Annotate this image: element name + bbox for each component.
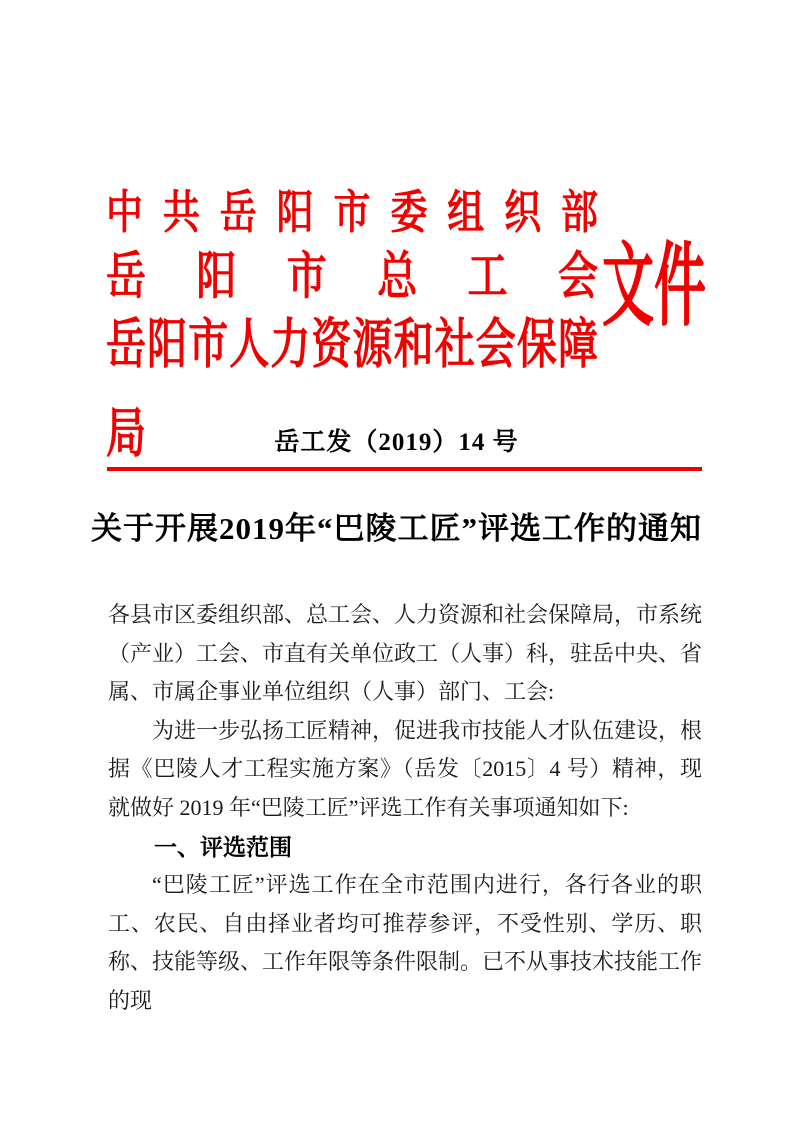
document-type-label: 文件	[601, 238, 706, 338]
section-heading-1: 一、评选范围	[154, 833, 292, 860]
org-name-line-1: 中共岳阳市委组织部	[106, 187, 598, 239]
org-name-line-2: 岳阳市总工会	[106, 247, 598, 306]
intro-paragraph: 为进一步弘扬工匠精神，促进我市技能人才队伍建设，根据《巴陵人才工程实施方案》（岳发〔2015〕4 号）精神，现就做好 2019 年“巴陵工匠”评选工作有关事项通知如下:	[108, 717, 703, 820]
document-number: 岳工发（2019）14 号	[274, 429, 519, 456]
section-1-paragraph: “巴陵工匠”评选工作在全市范围内进行，各行各业的职工、农民、自由择业者均可推荐参评，不受性别、学历、职称、技能等级、工作年限等条件限制。已不从事技术技能工作的现	[108, 872, 703, 1013]
document-title: 关于开展2019年“巴陵工匠”评选工作的通知	[91, 511, 702, 546]
letterhead-divider-rule	[107, 467, 702, 471]
document-body	[108, 596, 702, 1021]
org-name-line-3: 岳阳市人力资源和社会保障局	[106, 313, 598, 464]
addressee-paragraph: 各县市区委组织部、总工会、人力资源和社会保障局，市系统（产业）工会、市直有关单位政工（人事）科，驻岳中央、省属、市属企事业单位组织（人事）部门、工会:	[108, 602, 703, 705]
